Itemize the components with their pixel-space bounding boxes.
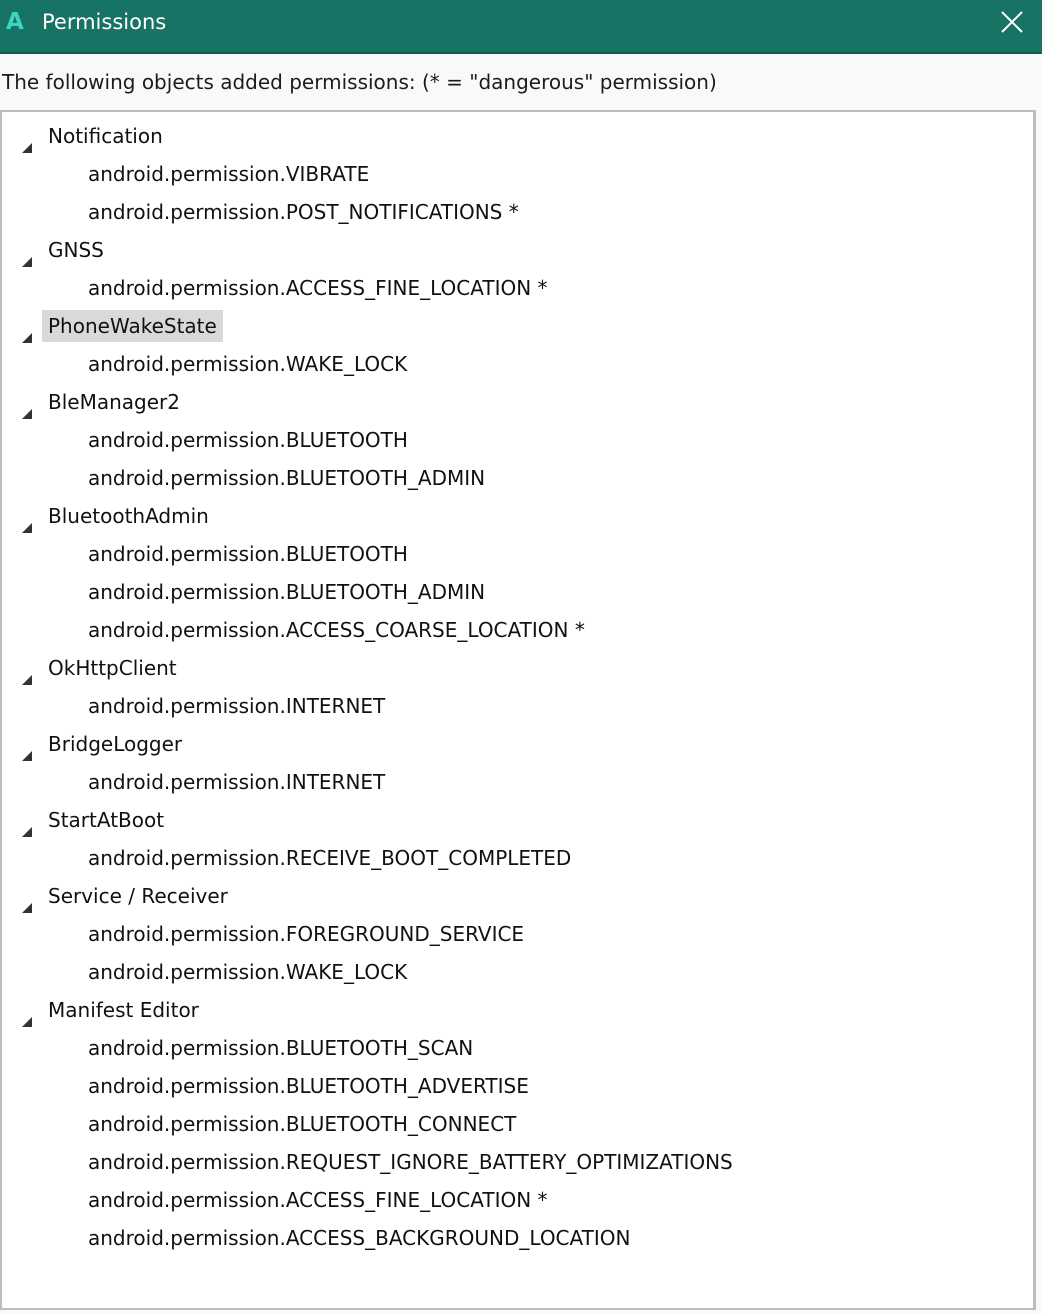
tree-group-label[interactable]: BleManager2 (48, 390, 180, 414)
permission-label[interactable]: android.permission.ACCESS_FINE_LOCATION * (88, 276, 548, 300)
permission-label[interactable]: android.permission.ACCESS_FINE_LOCATION * (88, 1188, 548, 1212)
description-text: The following objects added permissions: (* = "dangerous" permission) (2, 70, 717, 94)
expand-collapse-triangle-icon[interactable] (20, 889, 34, 903)
tree-group-label[interactable]: BluetoothAdmin (48, 504, 209, 528)
tree-permission-row[interactable] (2, 421, 1033, 459)
tree-permission-row[interactable] (2, 459, 1033, 497)
expand-collapse-triangle-icon[interactable] (20, 661, 34, 675)
tree-group-row[interactable] (2, 649, 1033, 687)
permission-label[interactable]: android.permission.INTERNET (88, 770, 386, 794)
tree-group-label[interactable]: PhoneWakeState (42, 310, 223, 342)
tree-group-row[interactable] (2, 117, 1033, 155)
expand-collapse-triangle-icon[interactable] (20, 1003, 34, 1017)
tree-group-row[interactable] (2, 877, 1033, 915)
tree-permission-row[interactable] (2, 953, 1033, 991)
tree-permission-row[interactable] (2, 1181, 1033, 1219)
permission-label[interactable]: android.permission.ACCESS_COARSE_LOCATION * (88, 618, 585, 642)
tree-group-label[interactable]: Notification (48, 124, 163, 148)
tree-permission-row[interactable] (2, 1105, 1033, 1143)
permission-label[interactable]: android.permission.BLUETOOTH_SCAN (88, 1036, 474, 1060)
tree-permission-row[interactable] (2, 573, 1033, 611)
tree-permission-row[interactable] (2, 1219, 1033, 1257)
expand-collapse-triangle-icon[interactable] (20, 319, 34, 333)
tree-permission-row[interactable] (2, 345, 1033, 383)
title-bar (0, 0, 1042, 54)
permission-label[interactable]: android.permission.WAKE_LOCK (88, 352, 408, 376)
expand-collapse-triangle-icon[interactable] (20, 395, 34, 409)
permission-label[interactable]: android.permission.BLUETOOTH (88, 542, 408, 566)
permission-label[interactable]: android.permission.ACCESS_BACKGROUND_LOCATION (88, 1226, 631, 1250)
expand-collapse-triangle-icon[interactable] (20, 509, 34, 523)
window-title: Permissions (42, 10, 167, 34)
expand-collapse-triangle-icon[interactable] (20, 813, 34, 827)
permission-label[interactable]: android.permission.BLUETOOTH_CONNECT (88, 1112, 517, 1136)
tree-group-label[interactable]: Service / Receiver (48, 884, 228, 908)
permission-label[interactable]: android.permission.INTERNET (88, 694, 386, 718)
tree-group-row[interactable] (2, 307, 1033, 345)
permission-label[interactable]: android.permission.BLUETOOTH (88, 428, 408, 452)
permission-label[interactable]: android.permission.WAKE_LOCK (88, 960, 408, 984)
tree-group-label[interactable]: Manifest Editor (48, 998, 199, 1022)
tree-permission-row[interactable] (2, 193, 1033, 231)
tree-group-row[interactable] (2, 231, 1033, 269)
permission-label[interactable]: android.permission.BLUETOOTH_ADVERTISE (88, 1074, 529, 1098)
tree-permission-row[interactable] (2, 839, 1033, 877)
tree-group-row[interactable] (2, 383, 1033, 421)
tree-permission-row[interactable] (2, 687, 1033, 725)
permission-label[interactable]: android.permission.FOREGROUND_SERVICE (88, 922, 525, 946)
tree-permission-row[interactable] (2, 1029, 1033, 1067)
permission-label[interactable]: android.permission.RECEIVE_BOOT_COMPLETED (88, 846, 572, 870)
permission-label[interactable]: android.permission.BLUETOOTH_ADMIN (88, 466, 486, 490)
close-icon (994, 6, 1028, 38)
permissions-tree[interactable] (0, 110, 1036, 1310)
tree-group-label[interactable]: StartAtBoot (48, 808, 165, 832)
tree-group-row[interactable] (2, 991, 1033, 1029)
tree-permission-row[interactable] (2, 1143, 1033, 1181)
expand-collapse-triangle-icon[interactable] (20, 737, 34, 751)
tree-group-row[interactable] (2, 497, 1033, 535)
permission-label[interactable]: android.permission.BLUETOOTH_ADMIN (88, 580, 486, 604)
tree-group-row[interactable] (2, 725, 1033, 763)
permission-label[interactable]: android.permission.VIBRATE (88, 162, 370, 186)
tree-group-label[interactable]: BridgeLogger (48, 732, 183, 756)
tree-list (2, 117, 1033, 1257)
tree-permission-row[interactable] (2, 269, 1033, 307)
tree-permission-row[interactable] (2, 1067, 1033, 1105)
close-button[interactable] (994, 6, 1028, 38)
tree-permission-row[interactable] (2, 535, 1033, 573)
tree-permission-row[interactable] (2, 611, 1033, 649)
tree-permission-row[interactable] (2, 763, 1033, 801)
tree-group-label[interactable]: GNSS (48, 238, 104, 262)
tree-group-row[interactable] (2, 801, 1033, 839)
permission-label[interactable]: android.permission.POST_NOTIFICATIONS * (88, 200, 519, 224)
expand-collapse-triangle-icon[interactable] (20, 129, 34, 143)
tree-group-label[interactable]: OkHttpClient (48, 656, 177, 680)
permission-label[interactable]: android.permission.REQUEST_IGNORE_BATTERY_OPTIMIZATIONS (88, 1150, 733, 1174)
tree-permission-row[interactable] (2, 915, 1033, 953)
app-logo-icon: A (6, 9, 24, 35)
expand-collapse-triangle-icon[interactable] (20, 243, 34, 257)
tree-permission-row[interactable] (2, 155, 1033, 193)
